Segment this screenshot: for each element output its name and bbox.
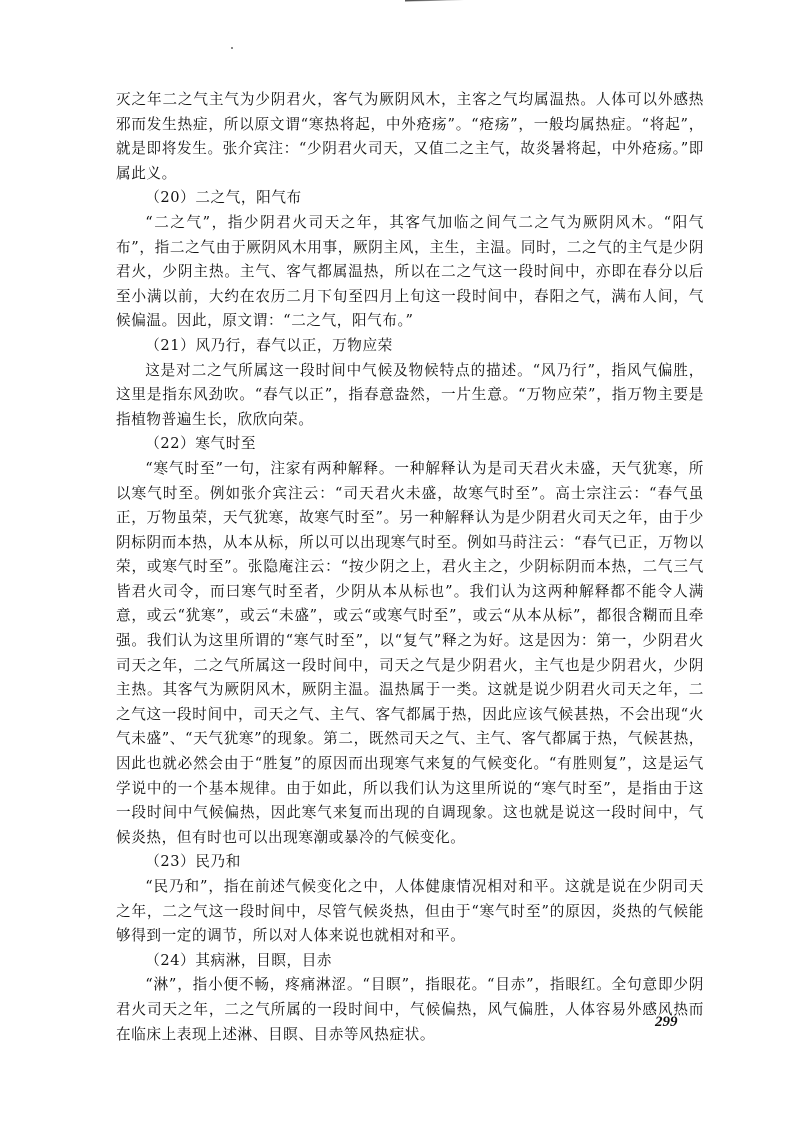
section-heading-24: （24）其病淋，目瞑，目赤 <box>145 951 333 969</box>
section-24-paragraph: “淋”，指小便不畅，疼痛淋涩。“目瞑”，指眼花。“目赤”，指眼红。全句意即少阴君火司天之年，二之气所属的一段时间中，气候偏热，风气偏胜，人体容易外感风热而在临床上表现上述淋、目瞑、目赤等风热症状。 <box>116 976 704 1043</box>
section-heading-23: （23）民乃和 <box>145 853 241 871</box>
section-20-paragraph: “二之气”，指少阴君火司天之年，其客气加临之间气二之气为厥阴风木。“阳气布”，指二之气由于厥阴风木用事，厥阴主风，主生，主温。同时，二之气的主气是少阴君火，少阴主热。主气、客气都属温热，所以在二之气这一段时间中，亦即在春分以后至小满以前，大约在农历二月下旬至四月上旬这一段时间中，春阳之气，满布人间，气候偏温。因此，原文谓：“二之气，阳气布。” <box>116 213 704 330</box>
page-number: 299 <box>655 1014 678 1030</box>
section-heading-21: （21）风乃行，春气以正，万物应荣 <box>145 336 393 354</box>
scan-edge-shadow <box>405 0 801 8</box>
section-heading-20: （20）二之气，阳气布 <box>145 189 302 207</box>
document-page <box>116 88 704 1047</box>
section-heading-22: （22）寒气时至 <box>145 435 257 453</box>
continuation-paragraph: 灭之年二之气主气为少阴君火，客气为厥阴风木，主客之气均属温热。人体可以外感热邪而发生热症，所以原文谓“寒热将起，中外疮疡”。“疮疡”，一般均属热症。“将起”，就是即将发生。张介宾注：“少阴君火司天，又值二之主气，故炎暑将起，中外疮疡。”即属此义。 <box>116 91 704 182</box>
section-21-paragraph: 这是对二之气所属这一段时间中气候及物候特点的描述。“风乃行”，指风气偏胜，这里是指东风劲吹。“春气以正”，指春意盎然，一片生意。“万物应荣”，指万物主要是指植物普遍生长，欣欣向荣。 <box>116 361 704 428</box>
scan-speck <box>231 47 233 49</box>
section-22-paragraph: “寒气时至”一句，注家有两种解释。一种解释认为是司天君火未盛，天气犹寒，所以寒气时至。例如张介宾注云：“司天君火未盛，故寒气时至”。高士宗注云：“春气虽正，万物虽荣，天气犹寒，故寒气时至”。另一种解释认为是少阴君火司天之年，由于少阴标阴而本热，从本从标，所以可以出现寒气时至。例如马莳注云：“春气已正，万物以荣，或寒气时至”。张隐庵注云：“按少阴之上，君火主之，少阴标阴而本热，二气三气皆君火司令，而曰寒气时至者，少阴从本从标也”。我们认为这两种解释都不能令人满意，或云“犹寒”，或云“未盛”，或云“或寒气时至”，或云“从本从标”，都很含糊而且牵强。我们认为这里所谓的“寒气时至”，以“复气”释之为好。这是因为：第一，少阴君火司天之年，二之气所属这一段时间中，司天之气是少阴君火，主气也是少阴君火，少阴主热。其客气为厥阴风木，厥阴主温。温热属于一类。这就是说少阴君火司天之年，二之气这一段时间中，司天之气、主气、客气都属于热，因此应该气候甚热，不会出现“火气未盛”、“天气犹寒”的现象。第二，既然司天之气、主气、客气都属于热，气候甚热，因此也就必然会由于“胜复”的原因而出现寒气来复的气候变化。“有胜则复”，这是运气学说中的一个基本规律。由于如此，所以我们认为这里所说的“寒气时至”，是指由于这一段时间中气候偏热，因此寒气来复而出现的自调现象。这也就是说这一段时间中，气候炎热，但有时也可以出现寒潮或暴冷的气候变化。 <box>116 459 704 846</box>
section-23-paragraph: “民乃和”，指在前述气候变化之中，人体健康情况相对和平。这就是说在少阴司天之年，二之气这一段时间中，尽管气候炎热，但由于“寒气时至”的原因，炎热的气候能够得到一定的调节，所以对人体来说也就相对和平。 <box>116 878 704 945</box>
